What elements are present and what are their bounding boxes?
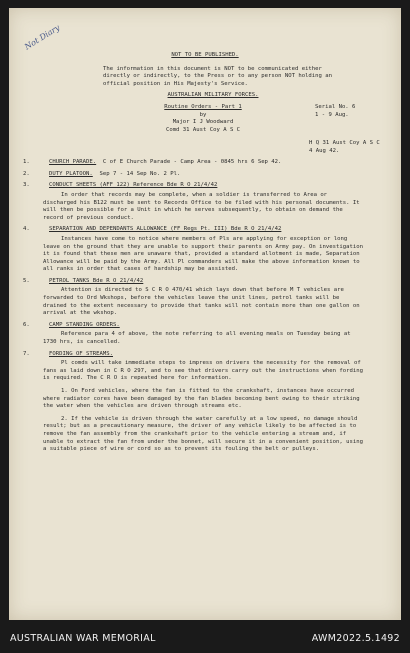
document-page — [9, 8, 401, 620]
command-line: Comd 31 Aust Coy A S C — [165, 126, 241, 133]
item-title: CAMP STANDING ORDERS. — [49, 321, 120, 328]
order-item — [23, 171, 363, 179]
signature-block — [133, 104, 273, 134]
item-text: Pl comds will take immediate steps to impress on drivers the necessity for the removal of fans as laid down in C R O 297, and to see that drivers carry out the instructions when fording is required. The C R O is repeated here for information. — [43, 360, 363, 382]
by-line: by — [199, 111, 207, 118]
serial-dates: 1 - 9 Aug. — [315, 111, 349, 118]
item-number: 1. — [23, 159, 30, 166]
serial-block — [315, 104, 375, 119]
item-title: CONDUCT SHEETS (AFF 122) Reference Bde R O 21/4/42 — [49, 182, 218, 189]
hq-unit: H Q 31 Aust Coy A S C — [309, 139, 380, 146]
security-warning: The information in this document is NOT to be communicated either directly or indirectly, to the Press or to any person NOT holding an official position in His Majesty's Service. — [103, 65, 333, 87]
item-text: Sep 7 - 14 Sep No. 2 Pl. — [99, 170, 181, 177]
item-text: Instances have come to notice where members of Pls are applying for exception or long leave on the ground that they are unable to support their parents on Army pay. On investigation it is found that these men are unaware that, provided a standard allotment is made, Separation Allowance will be paid by the Army. All Pl commanders will make the above information known to all ranks in order that cases of hardship may be assisted. — [43, 235, 363, 273]
officer-name: Major I J Woodward — [172, 119, 234, 126]
item-text: In order that records may be complete, when a soldier is transferred to Area or discharged his B122 must be sent to Records Office to be filed with his personal documents. It will then be possible for a Unit in which he serves subsequently, to obtain on demand the record of previous conduct. — [43, 191, 360, 221]
item-title: PETROL TANKS Bde R O 21/4/42 — [49, 277, 144, 284]
order-item — [23, 182, 363, 190]
item-number: 6. — [23, 321, 30, 328]
order-item — [23, 226, 363, 234]
order-item — [23, 322, 363, 330]
item-number: 3. — [23, 182, 30, 189]
item-text: C of E Church Parade - Camp Area - 0845 hrs 6 Sep 42. — [102, 159, 282, 166]
sub-item-number: 1. — [61, 388, 68, 394]
sub-item-number: 2. — [61, 415, 68, 422]
handwritten-annotation: Not Diary — [23, 22, 62, 52]
orders-list — [23, 159, 363, 454]
classification-heading: NOT TO BE PUBLISHED. — [171, 52, 239, 58]
hq-block — [309, 140, 389, 155]
organisation-title: AUSTRALIAN MILITARY FORCES. — [167, 92, 259, 99]
item-title: SEPARATION AND DEPENDANTS ALLOWANCE (FF Regs Pt. III) Bde R O 21/4/42 — [49, 226, 282, 233]
order-item — [23, 159, 363, 167]
archive-name: AUSTRALIAN WAR MEMORIAL — [10, 632, 156, 644]
sub-item — [23, 388, 363, 411]
item-text: Reference para 4 of above, the note referring to all evening meals on Tuesday being at 1730 hrs, is cancelled. — [43, 331, 351, 346]
item-number: 2. — [23, 170, 30, 177]
item-title: FORDING OF STREAMS. — [49, 350, 113, 357]
order-item — [23, 351, 363, 359]
item-title: DUTY PLATOON. — [49, 170, 93, 177]
serial-number: Serial No. 6 — [315, 103, 356, 110]
orders-title: Routine Orders - Part 1 — [164, 103, 242, 110]
hq-date: 4 Aug 42. — [309, 147, 340, 154]
item-number: 5. — [23, 277, 30, 284]
sub-item — [23, 416, 363, 454]
item-text: Attention is directed to S C R O 470/41 which lays down that before M T vehicles are forwarded to Ord Wkshops, before the vehicles leave the unit lines, petrol tanks will be drained to the extent necessary to provide that tanks will not contain more than one gallon on arrival at the wkshop. — [43, 287, 360, 317]
order-item — [23, 278, 363, 286]
sub-item-text: On Ford vehicles, where the fan is fitted to the crankshaft, instances have occurred where radiator cores have been damaged by the fan blades becoming bent owing to their striking the water when the vehicles are driven through streams etc. — [43, 388, 360, 410]
archive-reference: AWM2022.5.1492 — [311, 632, 400, 644]
archive-footer — [0, 623, 410, 653]
item-title: CHURCH PARADE. — [49, 159, 97, 166]
sub-item-text: If the vehicle is driven through the water carefully at a low speed, no damage should result; but as a precautionary measure, the driver of any vehicle likely to be affected is to remove the fan assembly from the crankshaft prior to the vehicle entering a stream and, if unable to extract the fan from under the bonnet, will secure it in a convenient position, using a suitable piece of wire or cord so as to prevent its fouling the belt or pulleys. — [43, 415, 363, 453]
item-number: 7. — [23, 350, 30, 357]
document-body — [23, 52, 380, 454]
item-number: 4. — [23, 226, 30, 233]
